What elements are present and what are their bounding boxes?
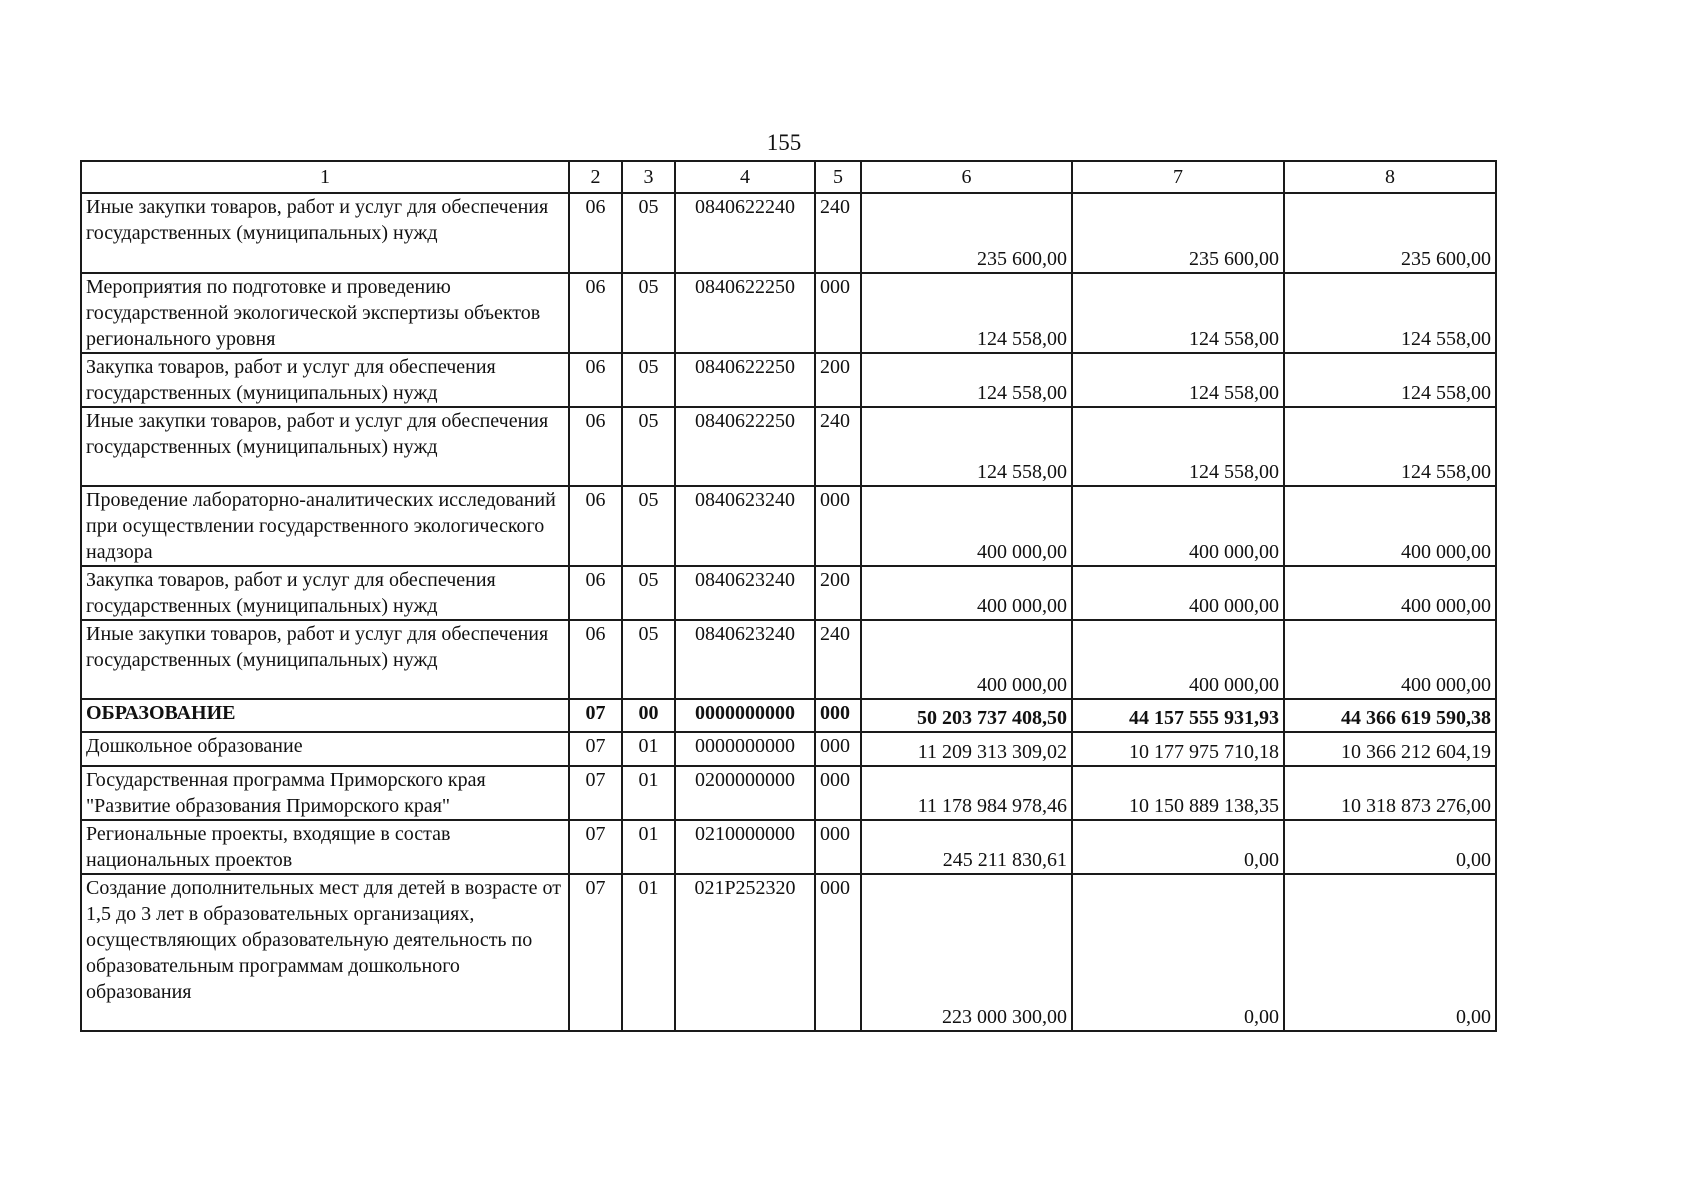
amount-year3-cell: 10 318 873 276,00 [1284, 766, 1496, 820]
subsection-code-cell: 00 [622, 699, 675, 732]
expense-type-cell: 200 [815, 566, 861, 620]
table-row [81, 820, 1496, 874]
amount-year2-cell: 124 558,00 [1072, 407, 1284, 486]
target-article-cell: 0840622240 [675, 193, 815, 273]
section-code-cell: 06 [569, 407, 622, 486]
subsection-code-cell: 05 [622, 273, 675, 353]
table-row [81, 486, 1496, 566]
subsection-code-cell: 05 [622, 486, 675, 566]
subsection-code-cell: 05 [622, 193, 675, 273]
expense-type-cell: 000 [815, 732, 861, 766]
amount-year3-cell: 124 558,00 [1284, 273, 1496, 353]
amount-year3-cell: 44 366 619 590,38 [1284, 699, 1496, 732]
section-code-cell: 07 [569, 732, 622, 766]
amount-year1-cell: 400 000,00 [861, 486, 1072, 566]
amount-year1-cell: 50 203 737 408,50 [861, 699, 1072, 732]
amount-year2-cell: 0,00 [1072, 820, 1284, 874]
subsection-code-cell: 05 [622, 407, 675, 486]
amount-year1-cell: 124 558,00 [861, 407, 1072, 486]
table-row [81, 566, 1496, 620]
table-row [81, 273, 1496, 353]
subsection-code-cell: 01 [622, 732, 675, 766]
amount-year1-cell: 223 000 300,00 [861, 874, 1072, 1031]
expense-type-cell: 000 [815, 874, 861, 1031]
section-code-cell: 07 [569, 820, 622, 874]
row-name-cell: Закупка товаров, работ и услуг для обеспечения государственных (муниципальных) нужд [81, 353, 569, 407]
target-article-cell: 0840623240 [675, 620, 815, 699]
row-name-cell: Закупка товаров, работ и услуг для обеспечения государственных (муниципальных) нужд [81, 566, 569, 620]
expense-type-cell: 000 [815, 699, 861, 732]
amount-year1-cell: 11 178 984 978,46 [861, 766, 1072, 820]
row-name-cell: Государственная программа Приморского края "Развитие образования Приморского края" [81, 766, 569, 820]
header-cell-6: 6 [861, 161, 1072, 193]
expense-type-cell: 240 [815, 193, 861, 273]
table-row [81, 699, 1496, 732]
amount-year3-cell: 124 558,00 [1284, 407, 1496, 486]
expense-type-cell: 000 [815, 766, 861, 820]
amount-year2-cell: 124 558,00 [1072, 273, 1284, 353]
target-article-cell: 0840622250 [675, 353, 815, 407]
header-cell-5: 5 [815, 161, 861, 193]
target-article-cell: 0840622250 [675, 407, 815, 486]
header-row [81, 161, 1496, 193]
amount-year1-cell: 400 000,00 [861, 566, 1072, 620]
section-code-cell: 06 [569, 273, 622, 353]
target-article-cell: 021P252320 [675, 874, 815, 1031]
amount-year1-cell: 235 600,00 [861, 193, 1072, 273]
amount-year2-cell: 10 177 975 710,18 [1072, 732, 1284, 766]
target-article-cell: 0000000000 [675, 699, 815, 732]
table-body [81, 193, 1496, 1031]
amount-year3-cell: 400 000,00 [1284, 566, 1496, 620]
expense-type-cell: 000 [815, 273, 861, 353]
section-code-cell: 07 [569, 874, 622, 1031]
subsection-code-cell: 01 [622, 874, 675, 1031]
target-article-cell: 0840622250 [675, 273, 815, 353]
target-article-cell: 0840623240 [675, 486, 815, 566]
budget-table [80, 160, 1497, 1032]
row-name-cell: Создание дополнительных мест для детей в возрасте от 1,5 до 3 лет в образовательных организациях, осуществляющих образовательную деятельность по образовательным программам дошкольного образования [81, 874, 569, 1031]
expense-type-cell: 240 [815, 407, 861, 486]
table-row [81, 193, 1496, 273]
expense-type-cell: 200 [815, 353, 861, 407]
header-cell-1: 1 [81, 161, 569, 193]
table-row [81, 407, 1496, 486]
amount-year3-cell: 400 000,00 [1284, 620, 1496, 699]
target-article-cell: 0840623240 [675, 566, 815, 620]
section-code-cell: 06 [569, 353, 622, 407]
amount-year2-cell: 44 157 555 931,93 [1072, 699, 1284, 732]
amount-year2-cell: 235 600,00 [1072, 193, 1284, 273]
header-cell-7: 7 [1072, 161, 1284, 193]
row-name-cell: Иные закупки товаров, работ и услуг для обеспечения государственных (муниципальных) нужд [81, 407, 569, 486]
target-article-cell: 0000000000 [675, 732, 815, 766]
row-name-cell: Региональные проекты, входящие в состав национальных проектов [81, 820, 569, 874]
row-name-cell: Мероприятия по подготовке и проведению государственной экологической экспертизы объектов регионального уровня [81, 273, 569, 353]
amount-year3-cell: 124 558,00 [1284, 353, 1496, 407]
row-name-cell: ОБРАЗОВАНИЕ [81, 699, 569, 732]
subsection-code-cell: 05 [622, 353, 675, 407]
amount-year2-cell: 10 150 889 138,35 [1072, 766, 1284, 820]
section-code-cell: 06 [569, 193, 622, 273]
section-code-cell: 06 [569, 620, 622, 699]
expense-type-cell: 000 [815, 486, 861, 566]
amount-year3-cell: 235 600,00 [1284, 193, 1496, 273]
amount-year2-cell: 400 000,00 [1072, 566, 1284, 620]
row-name-cell: Дошкольное образование [81, 732, 569, 766]
amount-year3-cell: 0,00 [1284, 820, 1496, 874]
expense-type-cell: 240 [815, 620, 861, 699]
header-cell-4: 4 [675, 161, 815, 193]
table-row [81, 732, 1496, 766]
target-article-cell: 0200000000 [675, 766, 815, 820]
table-row [81, 766, 1496, 820]
row-name-cell: Иные закупки товаров, работ и услуг для обеспечения государственных (муниципальных) нужд [81, 193, 569, 273]
amount-year2-cell: 400 000,00 [1072, 486, 1284, 566]
amount-year1-cell: 124 558,00 [861, 353, 1072, 407]
amount-year1-cell: 400 000,00 [861, 620, 1072, 699]
header-cell-8: 8 [1284, 161, 1496, 193]
subsection-code-cell: 01 [622, 766, 675, 820]
table-row [81, 353, 1496, 407]
subsection-code-cell: 01 [622, 820, 675, 874]
page-number: 155 [766, 130, 802, 155]
section-code-cell: 07 [569, 699, 622, 732]
target-article-cell: 0210000000 [675, 820, 815, 874]
row-name-cell: Иные закупки товаров, работ и услуг для обеспечения государственных (муниципальных) нужд [81, 620, 569, 699]
section-code-cell: 06 [569, 486, 622, 566]
section-code-cell: 07 [569, 766, 622, 820]
subsection-code-cell: 05 [622, 566, 675, 620]
amount-year1-cell: 124 558,00 [861, 273, 1072, 353]
header-cell-3: 3 [622, 161, 675, 193]
subsection-code-cell: 05 [622, 620, 675, 699]
amount-year3-cell: 0,00 [1284, 874, 1496, 1031]
amount-year2-cell: 0,00 [1072, 874, 1284, 1031]
table-row [81, 874, 1496, 1031]
amount-year1-cell: 11 209 313 309,02 [861, 732, 1072, 766]
section-code-cell: 06 [569, 566, 622, 620]
expense-type-cell: 000 [815, 820, 861, 874]
amount-year2-cell: 400 000,00 [1072, 620, 1284, 699]
amount-year1-cell: 245 211 830,61 [861, 820, 1072, 874]
header-cell-2: 2 [569, 161, 622, 193]
amount-year3-cell: 10 366 212 604,19 [1284, 732, 1496, 766]
table-row [81, 620, 1496, 699]
amount-year2-cell: 124 558,00 [1072, 353, 1284, 407]
row-name-cell: Проведение лабораторно-аналитических исследований при осуществлении государственного экологического надзора [81, 486, 569, 566]
amount-year3-cell: 400 000,00 [1284, 486, 1496, 566]
